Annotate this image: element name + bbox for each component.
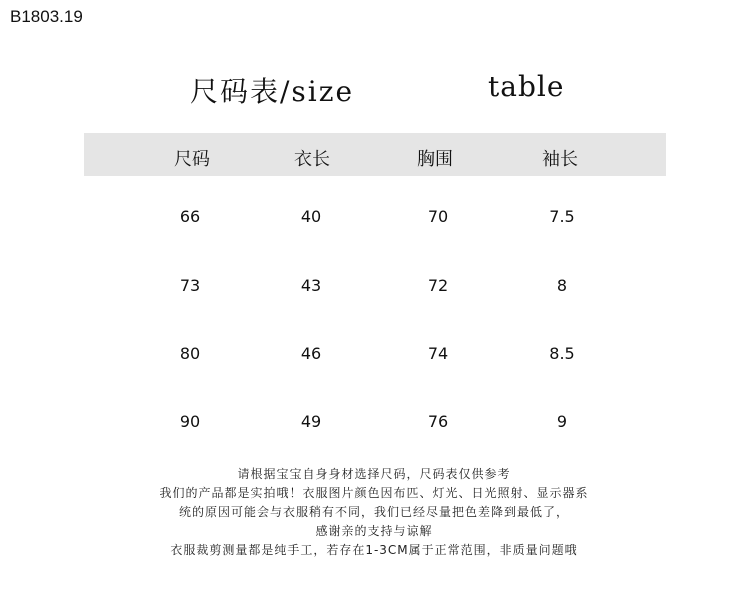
cell-length: 40 [300, 207, 322, 226]
cell-sleeve: 8 [556, 276, 568, 295]
cell-length: 43 [300, 276, 322, 295]
cell-chest: 72 [427, 276, 449, 295]
title-chinese: 尺码表/size [190, 75, 355, 108]
cell-size: 80 [179, 344, 201, 363]
cell-size: 90 [179, 412, 201, 431]
cell-sleeve: 9 [556, 412, 568, 431]
header-sleeve: 袖长 [542, 149, 578, 170]
cell-sleeve: 7.5 [549, 207, 575, 226]
table-row [0, 412, 748, 442]
title-english: table [488, 70, 565, 103]
note-line: 感谢亲的支持与谅解 [315, 524, 433, 538]
cell-length: 49 [300, 412, 322, 431]
header-chest: 胸围 [417, 149, 453, 170]
cell-size: 66 [179, 207, 201, 226]
cell-chest: 76 [427, 412, 449, 431]
product-code: B1803.19 [10, 7, 83, 26]
header-size: 尺码 [174, 149, 210, 170]
note-line: 请根据宝宝自身身材选择尺码，尺码表仅供参考 [237, 467, 511, 481]
cell-size: 73 [179, 276, 201, 295]
cell-chest: 70 [427, 207, 449, 226]
cell-length: 46 [300, 344, 322, 363]
table-row [0, 344, 748, 374]
note-line: 衣服裁剪测量都是纯手工，若存在1-3CM属于正常范围，非质量问题哦 [170, 543, 578, 557]
note-line: 统的原因可能会与衣服稍有不同，我们已经尽量把色差降到最低了， [178, 505, 569, 519]
note-line: 我们的产品都是实拍哦！衣服图片颜色因布匹、灯光、日光照射、显示器系 [159, 486, 589, 500]
table-row [0, 276, 748, 306]
size-table-title [0, 68, 748, 108]
cell-sleeve: 8.5 [549, 344, 575, 363]
cell-chest: 74 [427, 344, 449, 363]
size-notes [0, 465, 748, 560]
table-row [0, 207, 748, 237]
header-length: 衣长 [294, 149, 330, 170]
